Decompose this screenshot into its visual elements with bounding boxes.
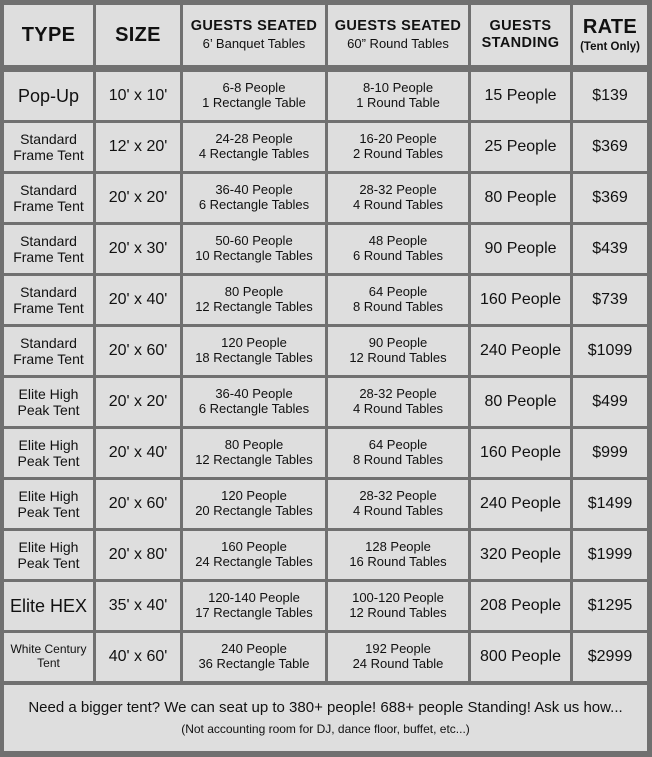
round-tables: 8 Round Tables <box>352 299 444 314</box>
banquet-tables: 12 Rectangle Tables <box>195 452 313 467</box>
footer-line2: (Not accounting room for DJ, dance floor, buffet, etc...) <box>181 721 470 736</box>
rate-cell <box>573 531 647 579</box>
round-people: 192 People <box>365 641 431 657</box>
type-line1: Elite High <box>18 385 79 402</box>
round-tables: 24 Round Table <box>352 656 444 671</box>
round-people: 16-20 People <box>359 131 437 147</box>
banquet-cell <box>183 123 325 171</box>
rate-cell <box>573 429 647 477</box>
round-cell <box>328 276 468 324</box>
type-line2: Frame Tent <box>13 198 84 214</box>
banquet-cell <box>183 582 325 630</box>
size-cell <box>96 72 180 120</box>
round-people: 90 People <box>368 335 428 351</box>
type-cell <box>4 174 93 222</box>
type-cell <box>4 582 93 630</box>
standing-value: 80 People <box>484 188 557 206</box>
type-line2: Frame Tent <box>13 249 84 265</box>
size-value: 20' x 40' <box>108 290 168 308</box>
banquet-tables: 10 Rectangle Tables <box>195 248 313 263</box>
standing-cell <box>471 327 570 375</box>
round-people: 64 People <box>368 437 428 453</box>
rate-value: $369 <box>592 137 628 155</box>
size-cell <box>96 582 180 630</box>
round-tables: 4 Round Tables <box>352 197 444 212</box>
size-value: 20' x 60' <box>108 341 168 359</box>
banquet-cell <box>183 327 325 375</box>
type-cell <box>4 378 93 426</box>
round-tables: 1 Round Table <box>356 95 440 110</box>
rate-cell <box>573 327 647 375</box>
size-value: 20' x 40' <box>108 443 168 461</box>
banquet-people: 80 People <box>224 437 284 453</box>
banquet-tables: 12 Rectangle Tables <box>195 299 313 314</box>
standing-value: 160 People <box>480 443 561 461</box>
banquet-cell <box>183 429 325 477</box>
round-tables: 2 Round Tables <box>352 146 444 161</box>
header-rate <box>573 5 647 65</box>
type-line1: Elite High <box>18 436 79 453</box>
standing-cell <box>471 174 570 222</box>
banquet-people: 50-60 People <box>215 233 293 249</box>
standing-cell <box>471 378 570 426</box>
type-cell <box>4 123 93 171</box>
round-tables: 12 Round Tables <box>349 605 447 620</box>
round-cell <box>328 378 468 426</box>
rate-value: $739 <box>592 290 628 308</box>
banquet-cell <box>183 225 325 273</box>
banquet-tables: 36 Rectangle Table <box>198 656 310 671</box>
header-round-title: GUESTS SEATED <box>334 18 462 35</box>
size-value: 20' x 60' <box>108 494 168 512</box>
rate-cell <box>573 123 647 171</box>
banquet-tables: 20 Rectangle Tables <box>195 503 313 518</box>
standing-value: 90 People <box>484 239 557 257</box>
standing-cell <box>471 123 570 171</box>
rate-value: $439 <box>592 239 628 257</box>
rate-value: $369 <box>592 188 628 206</box>
round-cell <box>328 429 468 477</box>
round-cell <box>328 633 468 681</box>
size-cell <box>96 633 180 681</box>
type-cell <box>4 633 93 681</box>
standing-cell <box>471 72 570 120</box>
type-cell <box>4 429 93 477</box>
round-people: 100-120 People <box>352 590 444 606</box>
rate-value: $999 <box>592 443 628 461</box>
footer-line1: Need a bigger tent? We can seat up to 380+ people! 688+ people Standing! Ask us how... <box>28 699 623 717</box>
round-people: 8-10 People <box>362 80 434 96</box>
type-cell <box>4 276 93 324</box>
round-people: 28-32 People <box>359 386 437 402</box>
banquet-people: 80 People <box>224 284 284 300</box>
round-tables: 4 Round Tables <box>352 401 444 416</box>
size-cell <box>96 174 180 222</box>
banquet-people: 120 People <box>221 335 287 351</box>
round-cell <box>328 480 468 528</box>
banquet-people: 36-40 People <box>215 182 293 198</box>
banquet-cell <box>183 174 325 222</box>
type-cell <box>4 327 93 375</box>
banquet-tables: 4 Rectangle Tables <box>198 146 310 161</box>
size-cell <box>96 531 180 579</box>
size-cell <box>96 429 180 477</box>
size-cell <box>96 276 180 324</box>
standing-value: 208 People <box>480 596 561 614</box>
header-round <box>328 5 468 65</box>
type-line1: Standard <box>20 334 77 351</box>
banquet-people: 240 People <box>221 641 287 657</box>
type-line1: Elite High <box>18 487 79 504</box>
standing-value: 25 People <box>484 137 557 155</box>
size-value: 10' x 10' <box>108 86 168 104</box>
type-line2: Peak Tent <box>17 504 80 520</box>
size-value: 20' x 80' <box>108 545 168 563</box>
rate-value: $1295 <box>587 596 633 614</box>
round-cell <box>328 72 468 120</box>
type-line1: Standard <box>20 130 77 147</box>
size-value: 20' x 20' <box>108 188 168 206</box>
round-people: 128 People <box>365 539 431 555</box>
type-line2: Frame Tent <box>13 351 84 367</box>
rate-cell <box>573 480 647 528</box>
banquet-people: 24-28 People <box>215 131 293 147</box>
round-cell <box>328 123 468 171</box>
round-cell <box>328 327 468 375</box>
round-cell <box>328 531 468 579</box>
round-cell <box>328 225 468 273</box>
type-line2: Peak Tent <box>17 555 80 571</box>
rate-cell <box>573 174 647 222</box>
standing-cell <box>471 582 570 630</box>
rate-value: $499 <box>592 392 628 410</box>
header-rate-sub: (Tent Only) <box>580 40 640 53</box>
header-round-sub: 60” Round Tables <box>347 35 449 51</box>
type-line1: Elite HEX <box>9 595 88 616</box>
standing-value: 160 People <box>480 290 561 308</box>
size-cell <box>96 480 180 528</box>
round-people: 28-32 People <box>359 182 437 198</box>
standing-cell <box>471 480 570 528</box>
round-tables: 16 Round Tables <box>349 554 447 569</box>
rate-cell <box>573 225 647 273</box>
standing-value: 240 People <box>480 494 561 512</box>
rate-cell <box>573 72 647 120</box>
header-type <box>4 5 93 65</box>
size-cell <box>96 225 180 273</box>
round-tables: 6 Round Tables <box>352 248 444 263</box>
header-banquet-sub: 6’ Banquet Tables <box>202 35 306 51</box>
banquet-cell <box>183 633 325 681</box>
header-type-label: TYPE <box>21 23 76 46</box>
size-cell <box>96 378 180 426</box>
header-size <box>96 5 180 65</box>
standing-value: 15 People <box>484 86 557 104</box>
header-standing-line1: GUESTS <box>489 18 552 35</box>
type-line1: White Century <box>10 642 87 657</box>
size-value: 40' x 60' <box>108 647 168 665</box>
standing-cell <box>471 276 570 324</box>
banquet-tables: 24 Rectangle Tables <box>195 554 313 569</box>
banquet-people: 160 People <box>221 539 287 555</box>
banquet-people: 36-40 People <box>215 386 293 402</box>
banquet-tables: 17 Rectangle Tables <box>195 605 313 620</box>
rate-value: $1499 <box>587 494 633 512</box>
type-cell <box>4 480 93 528</box>
type-cell <box>4 531 93 579</box>
type-line2: Tent <box>37 656 60 670</box>
type-line1: Standard <box>20 232 77 249</box>
rate-value: $1999 <box>587 545 633 563</box>
round-people: 64 People <box>368 284 428 300</box>
standing-value: 80 People <box>484 392 557 410</box>
banquet-cell <box>183 378 325 426</box>
size-value: 35' x 40' <box>108 596 168 614</box>
header-standing-line2: STANDING <box>481 35 560 51</box>
rate-cell <box>573 633 647 681</box>
type-line1: Pop-Up <box>17 85 80 106</box>
type-line2: Frame Tent <box>13 147 84 163</box>
banquet-tables: 6 Rectangle Tables <box>198 401 310 416</box>
type-line2: Peak Tent <box>17 402 80 418</box>
header-size-label: SIZE <box>115 23 161 46</box>
header-banquet-title: GUESTS SEATED <box>190 18 318 35</box>
round-cell <box>328 174 468 222</box>
type-line1: Elite High <box>18 538 79 555</box>
size-cell <box>96 327 180 375</box>
standing-cell <box>471 531 570 579</box>
round-tables: 8 Round Tables <box>352 452 444 467</box>
banquet-cell <box>183 276 325 324</box>
standing-cell <box>471 429 570 477</box>
banquet-people: 120 People <box>221 488 287 504</box>
banquet-people: 6-8 People <box>222 80 286 96</box>
rate-value: $139 <box>592 86 628 104</box>
banquet-tables: 18 Rectangle Tables <box>195 350 313 365</box>
header-standing <box>471 5 570 65</box>
round-tables: 12 Round Tables <box>349 350 447 365</box>
banquet-cell <box>183 72 325 120</box>
banquet-cell <box>183 480 325 528</box>
rate-value: $1099 <box>587 341 633 359</box>
size-value: 20' x 30' <box>108 239 168 257</box>
type-line1: Standard <box>20 181 77 198</box>
standing-value: 320 People <box>480 545 561 563</box>
type-cell <box>4 72 93 120</box>
size-value: 20' x 20' <box>108 392 168 410</box>
size-cell <box>96 123 180 171</box>
round-people: 48 People <box>368 233 428 249</box>
header-rate-title: RATE <box>582 15 638 38</box>
banquet-people: 120-140 People <box>208 590 300 606</box>
banquet-cell <box>183 531 325 579</box>
banquet-tables: 6 Rectangle Tables <box>198 197 310 212</box>
type-line1: Standard <box>20 283 77 300</box>
rate-value: $2999 <box>587 647 633 665</box>
footer-note <box>4 685 647 751</box>
rate-cell <box>573 378 647 426</box>
type-cell <box>4 225 93 273</box>
standing-cell <box>471 225 570 273</box>
header-banquet <box>183 5 325 65</box>
round-tables: 4 Round Tables <box>352 503 444 518</box>
banquet-tables: 1 Rectangle Table <box>202 95 306 110</box>
type-line2: Frame Tent <box>13 300 84 316</box>
size-value: 12' x 20' <box>108 137 168 155</box>
standing-value: 800 People <box>480 647 561 665</box>
standing-cell <box>471 633 570 681</box>
rate-cell <box>573 276 647 324</box>
rate-cell <box>573 582 647 630</box>
standing-value: 240 People <box>480 341 561 359</box>
round-cell <box>328 582 468 630</box>
type-line2: Peak Tent <box>17 453 80 469</box>
round-people: 28-32 People <box>359 488 437 504</box>
